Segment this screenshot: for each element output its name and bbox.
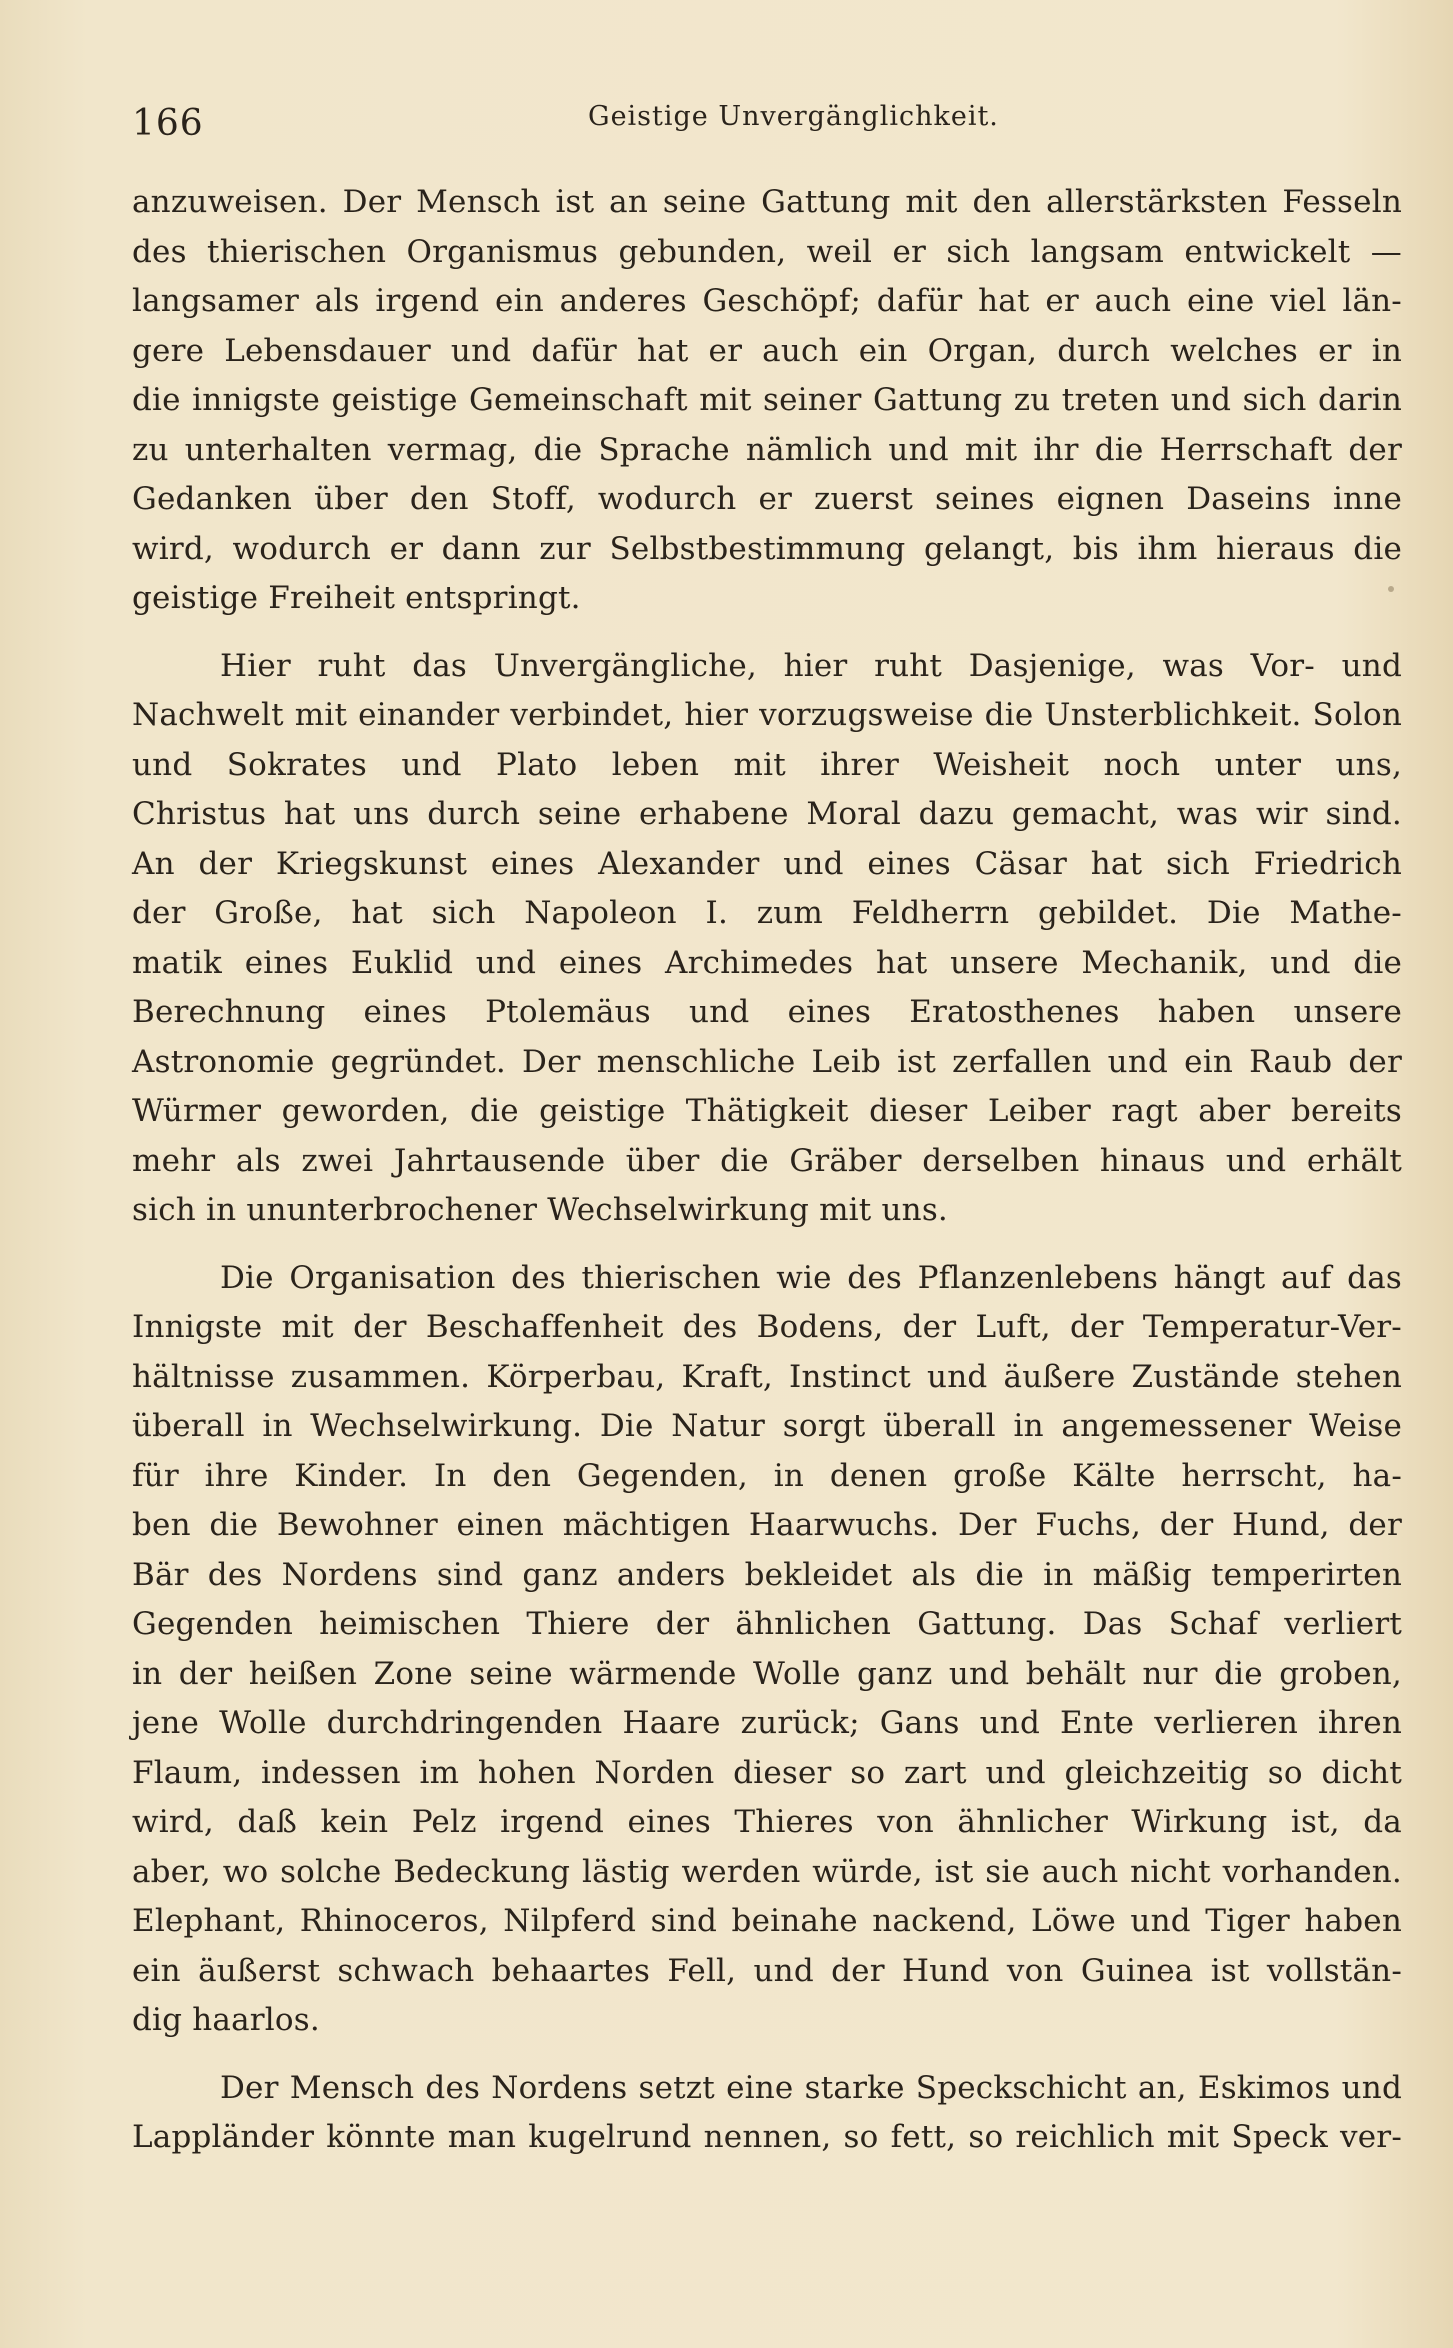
page-number: 166	[132, 103, 204, 144]
text-line: anzuweisen. Der Mensch ist an seine Gattung mit den allerstärksten Fesseln	[132, 184, 1402, 220]
text-line: Bär des Nordens sind ganz anders bekleidet als die in mäßig temperirten	[132, 1556, 1402, 1593]
paragraph	[132, 178, 1402, 624]
text-line: Elephant, Rhinoceros, Nilpferd sind beinahe nackend, Löwe und Tiger haben	[132, 1903, 1402, 1939]
text-line: wird, daß kein Pelz irgend eines Thieres von ähnlicher Wirkung ist, da	[132, 1804, 1402, 1840]
text-line: sich in ununterbrochener Wechselwirkung mit uns.	[132, 1192, 948, 1228]
text-line: Flaum, indessen im hohen Norden dieser so zart und gleichzeitig so dicht	[132, 1754, 1402, 1791]
text-line: Der Mensch des Nordens setzt eine starke Speckschicht an, Eskimos und	[220, 2069, 1402, 2106]
text-line: der Große, hat sich Napoleon I. zum Feldherrn gebildet. Die Mathe-	[132, 895, 1402, 931]
text-line: dig haarlos.	[132, 2002, 320, 2038]
text-line: des thierischen Organismus gebunden, weil er sich langsam entwickelt —	[132, 233, 1402, 270]
text-line: An der Kriegskunst eines Alexander und eines Cäsar hat sich Friedrich	[132, 845, 1402, 882]
text-line: gere Lebensdauer und dafür hat er auch ein Organ, durch welches er in	[132, 332, 1402, 369]
text-line: Lappländer könnte man kugelrund nennen, so fett, so reichlich mit Speck ver-	[132, 2119, 1402, 2155]
text-line: wird, wodurch er dann zur Selbstbestimmung gelangt, bis ihm hieraus die	[132, 530, 1402, 567]
text-line: langsamer als irgend ein anderes Geschöpf; dafür hat er auch eine viel län-	[132, 283, 1402, 319]
text-line: geistige Freiheit entspringt.	[132, 580, 581, 616]
text-line: jene Wolle durchdringenden Haare zurück; Gans und Ente verlieren ihren	[132, 1705, 1402, 1741]
text-line: Hier ruht das Unvergängliche, hier ruht Dasjenige, was Vor- und	[220, 647, 1402, 684]
text-line: matik eines Euklid und eines Archimedes hat unsere Mechanik, und die	[132, 944, 1402, 981]
text-line: aber, wo solche Bedeckung lästig werden würde, ist sie auch nicht vorhanden.	[132, 1853, 1402, 1890]
text-line: mehr als zwei Jahrtausende über die Gräber derselben hinaus und erhält	[132, 1142, 1402, 1179]
page-header	[132, 95, 1412, 155]
text-line: Würmer geworden, die geistige Thätigkeit dieser Leiber ragt aber bereits	[132, 1093, 1402, 1129]
text-line: Christus hat uns durch seine erhabene Moral dazu gemacht, was wir sind.	[132, 796, 1402, 832]
paper-stain	[1388, 586, 1394, 592]
text-line: für ihre Kinder. In den Gegenden, in denen große Kälte herrscht, ha-	[132, 1457, 1402, 1494]
running-title: Geistige Unvergänglichkeit.	[588, 101, 999, 132]
text-line: die innigste geistige Gemeinschaft mit seiner Gattung zu treten und sich darin	[132, 382, 1402, 418]
text-line: Gedanken über den Stoff, wodurch er zuerst seines eignen Daseins inne	[132, 481, 1402, 517]
text-line: in der heißen Zone seine wärmende Wolle ganz und behält nur die groben,	[132, 1655, 1402, 1692]
text-line: und Sokrates und Plato leben mit ihrer Weisheit noch unter uns,	[132, 746, 1402, 783]
text-line: hältnisse zusammen. Körperbau, Kraft, Instinct und äußere Zustände stehen	[132, 1358, 1402, 1395]
text-line: Nachwelt mit einander verbindet, hier vorzugsweise die Unsterblichkeit. Solon	[132, 697, 1402, 733]
text-line: Astronomie gegründet. Der menschliche Leib ist zerfallen und ein Raub der	[132, 1043, 1402, 1080]
text-line: ben die Bewohner einen mächtigen Haarwuchs. Der Fuchs, der Hund, der	[132, 1507, 1402, 1543]
text-line: Innigste mit der Beschaffenheit des Bodens, der Luft, der Temperatur-Ver-	[132, 1309, 1402, 1345]
text-line: Die Organisation des thierischen wie des Pflanzenlebens hängt auf das	[220, 1259, 1402, 1296]
text-line: Berechnung eines Ptolemäus und eines Eratosthenes haben unsere	[132, 994, 1402, 1030]
paragraph	[132, 642, 1402, 1236]
body-text	[132, 178, 1402, 2181]
text-line: zu unterhalten vermag, die Sprache nämlich und mit ihr die Herrschaft der	[132, 431, 1402, 468]
text-line: ein äußerst schwach behaartes Fell, und der Hund von Guinea ist vollstän-	[132, 1952, 1402, 1989]
paragraph	[132, 1254, 1402, 2046]
paragraph	[132, 2064, 1402, 2163]
text-line: Gegenden heimischen Thiere der ähnlichen Gattung. Das Schaf verliert	[132, 1606, 1402, 1642]
text-line: überall in Wechselwirkung. Die Natur sorgt überall in angemessener Weise	[132, 1408, 1402, 1444]
